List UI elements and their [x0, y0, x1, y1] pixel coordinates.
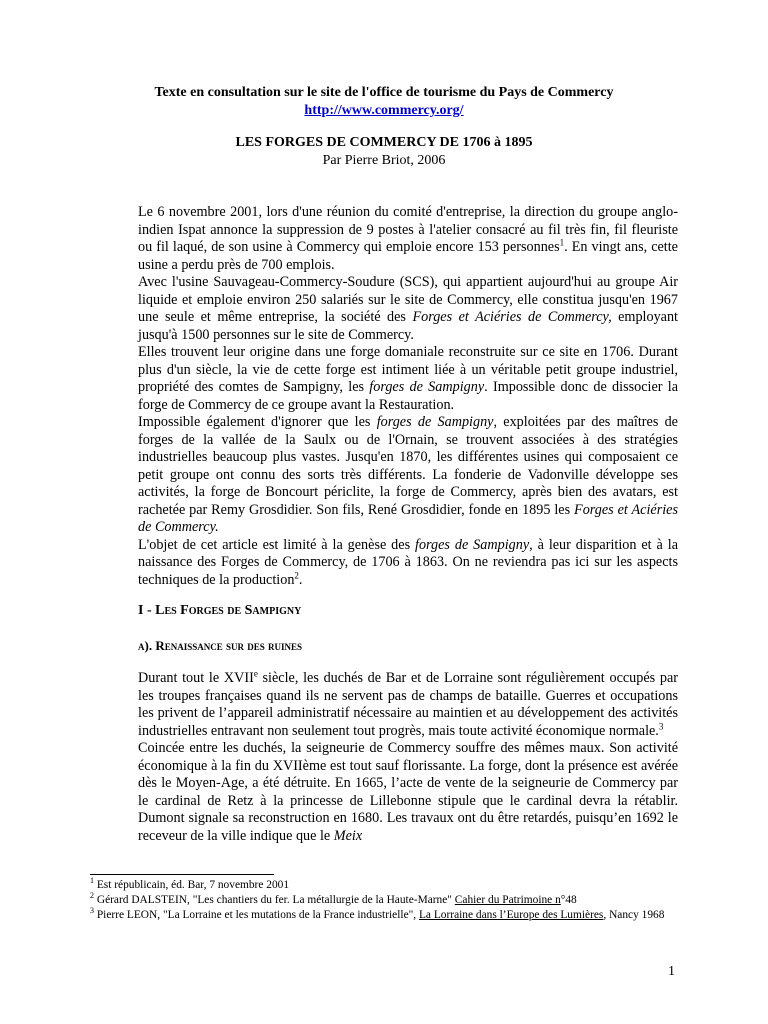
- footnote-2: $^2$ Gérard DALSTEIN, "Les chantiers du fer. La métallurgie de la Haute-Marne" Cahier du Patrimoine n°48: [90, 891, 577, 906]
- footnotes: [90, 878, 678, 923]
- paragraph: L'objet de cet article est limité à la genèse des forges de Sampigny, à leur disparition et à la naissance des Forges de Commercy, de 1706 à 1863. On ne reviendra pas ici sur les aspects techniques de la production$^2$.: [138, 536, 678, 588]
- article-title: LES FORGES DE COMMERCY DE 1706 à 1895: [235, 135, 533, 150]
- page-header: [90, 84, 678, 120]
- footnote-separator: [90, 874, 274, 875]
- footnote-3: $^3$ Pierre LEON, "La Lorraine et les mutations de la France industrielle", La Lorraine dans l’Europe des Lumières, Nancy 1968: [90, 906, 665, 921]
- article-title-block: [90, 134, 678, 170]
- page-number: 1: [668, 964, 675, 979]
- paragraph: Durant tout le XVIIe siècle, les duchés de Bar et de Lorraine sont régulièrement occupés par les troupes françaises quand ils ne servent pas de champs de bataille. Guerres et occupations les privent de l’appareil administratif nécessaire au maintien et au développement des activités industrielles entravant non seulement tout progrès, mais toute activité économique normale.$^3$: [138, 668, 678, 739]
- paragraph: Le 6 novembre 2001, lors d'une réunion du comité d'entreprise, la direction du groupe anglo-indien Ispat annonce la suppression de 9 postes à l'atelier consacré au fil très fin, fil fleuriste ou fil laqué, de son usine à Commercy qui emploie encore 153 personnes$^1$. En vingt ans, cette usine a perdu près de 700 emplois.: [138, 204, 678, 273]
- section-heading: I - Les Forges de Sampigny: [138, 603, 302, 618]
- footnote-ref[interactable]: 1: [559, 237, 565, 248]
- article-byline: Par Pierre Briot, 2006: [322, 153, 446, 168]
- paragraph: Impossible également d'ignorer que les forges de Sampigny, exploitées par des maîtres de forges de la vallée de la Saulx ou de l'Ornain, se trouvent associées à des stratégies industrielles beaucoup plus vastes. Jusqu'en 1870, les différentes usines qui composaient ce petit groupe ont connu des sorts très différents. La fonderie de Vadonville développe ses activités, la forge de Boncourt périclite, la forge de Commercy, après bien des avatars, est rachetée par Remy Grosdidier. Son fils, René Grosdidier, fonde en 1895 les Forges et Aciéries de Commercy.: [138, 414, 678, 535]
- paragraph: Elles trouvent leur origine dans une forge domaniale reconstruite sur ce site en 1706. Durant plus d'un siècle, la vie de cette forge est intiment liée à un véritable petit groupe industriel, propriété des comtes de Sampigny, les forges de Sampigny. Impossible donc de dissocier la forge de Commercy de ce groupe avant la Restauration.: [138, 344, 678, 413]
- header-link[interactable]: http://www.commercy.org/: [304, 103, 464, 118]
- intro-body: [138, 204, 678, 589]
- paragraph: Coincée entre les duchés, la seigneurie de Commercy souffre des mêmes maux. Son activité économique à la fin du XVIIème est tout sauf florissante. La forge, dont la présence est avérée dès le Moyen-Age, a été détruite. En 1665, l’acte de vente de la seigneurie de Commercy par le cardinal de Retz à la princesse de Lillebonne stipule que le cardinal devra la rétablir. Dumont signale sa reconstruction en 1680. Les travaux ont du être retardés, puisqu’en 1692 le receveur de la ville indique que le Meix: [138, 740, 678, 844]
- subsection-heading: a). Renaissance sur des ruines: [138, 638, 303, 653]
- section-body: [138, 670, 678, 845]
- header-text: Texte en consultation sur le site de l'office de tourisme du Pays de Commercy: [154, 85, 614, 100]
- footnote-ref[interactable]: 3: [658, 720, 664, 731]
- footnote-1: $^1$ Est républicain, éd. Bar, 7 novembre 2001: [90, 876, 290, 891]
- footnote-ref[interactable]: 2: [294, 569, 299, 580]
- paragraph: Avec l'usine Sauvageau-Commercy-Soudure (SCS), qui appartient aujourd'hui au groupe Air liquide et emploie environ 250 salariés sur le site de Commercy, elle constitua jusqu'en 1967 une seule et même entreprise, la société des Forges et Aciéries de Commercy, employant jusqu'à 1500 personnes sur le site de Commercy.: [138, 274, 678, 343]
